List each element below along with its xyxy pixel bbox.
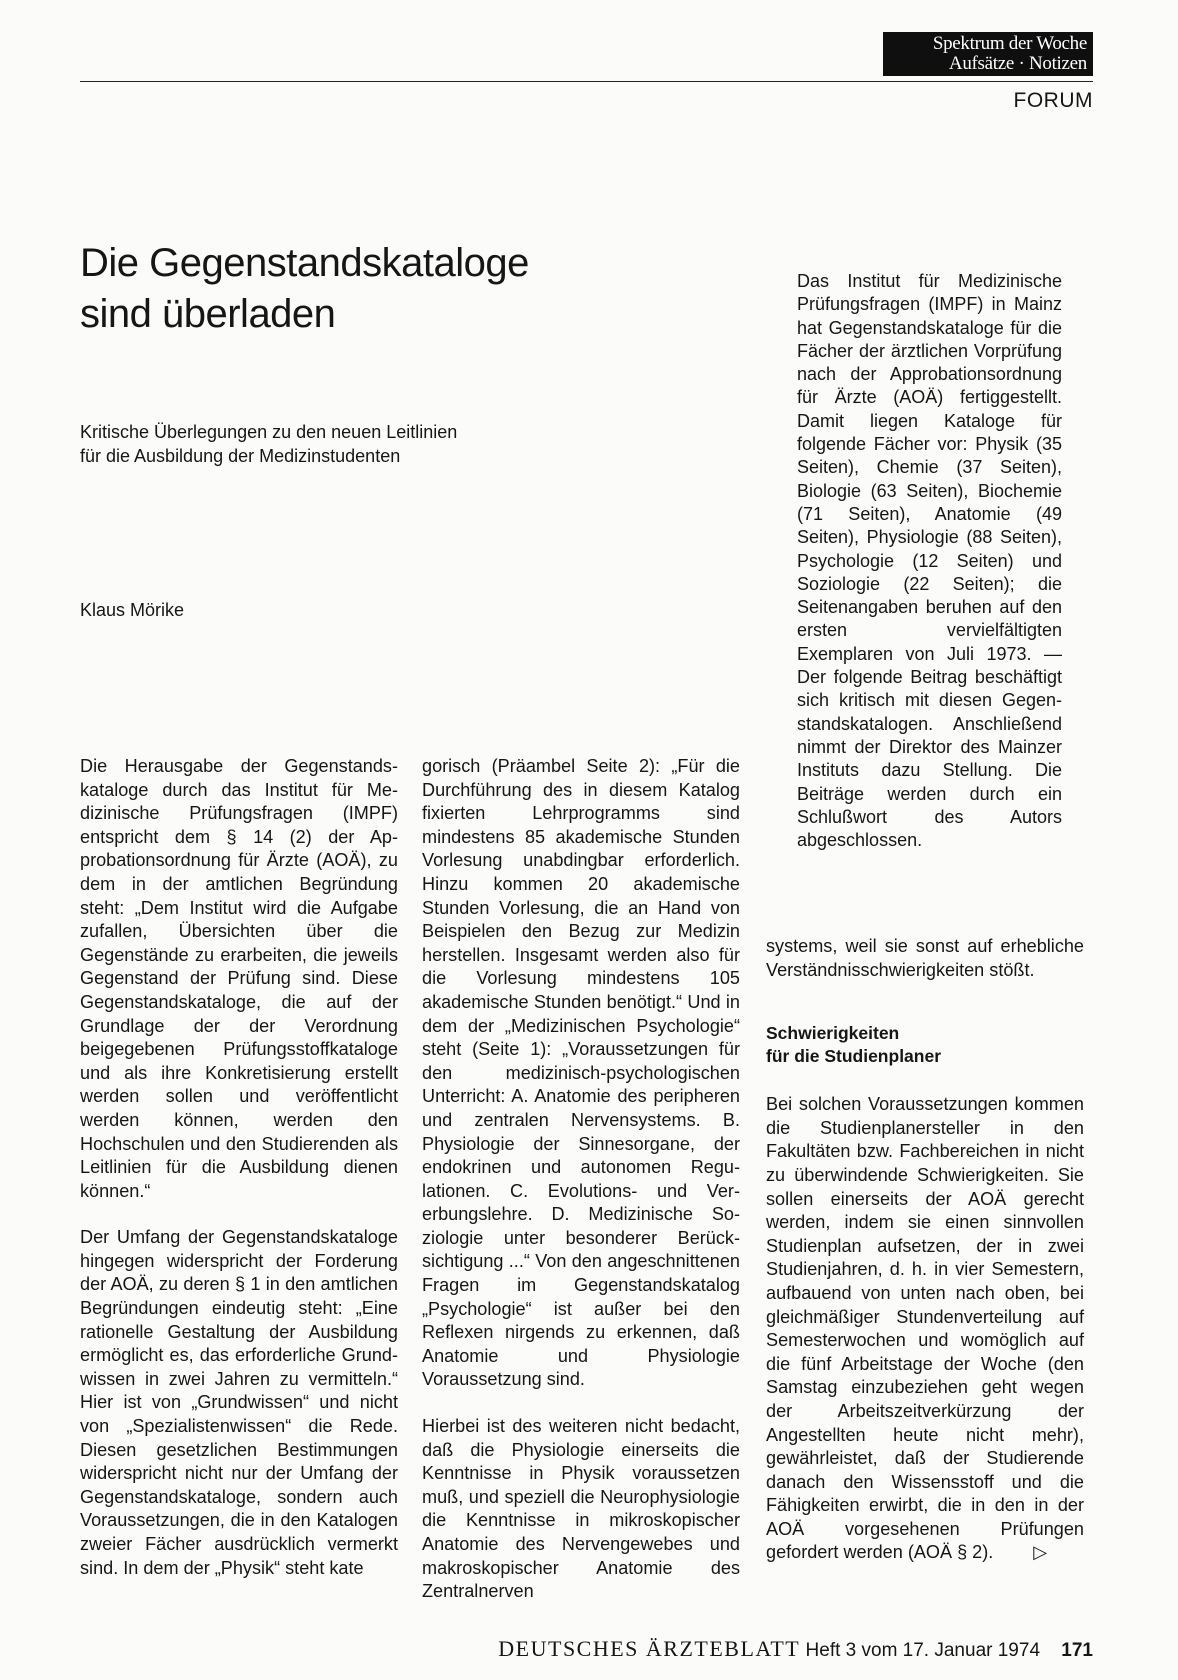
page-footer (463, 1636, 1093, 1662)
continue-arrow-icon: ▷ (1033, 1542, 1048, 1563)
header-rule (80, 81, 1093, 82)
paragraph: Der Umfang der Gegenstandskataloge hingegen widerspricht der Forderung der AOÄ, zu deren § 1 in den amtlichen Begründungen eindeutig steht: „Eine rationelle Gestaltung der Ausbildung ermöglicht es, das erforderliche Grundwissen in zwei Jahren zu vermitteln.“ Hier ist von „Grundwissen“ und nicht von „Spezialistenwissen“ die Rede. Diesen gesetzlichen Bestimmungen widerspricht nicht nur der Umfang der Gegenstandskataloge, sondern auch Voraussetzungen, die in den Katalogen zweier Fächer ausdrücklich vermerkt sind. In dem der „Physik“ steht kate (80, 1227, 398, 1578)
paragraph: Hierbei ist des weiteren nicht bedacht, daß die Physiologie einerseits die Kenntnisse in Physik voraussetzen muß, und speziell die Neurophysiologie die Kenntnisse in mikroskopischer Anatomie des Nervengewebes und makroskopischer Anatomie des Zentralnerven (422, 1416, 740, 1602)
section-badge-line2: Aufsätze · Notizen (948, 53, 1087, 74)
section-subheading (766, 1022, 1084, 1068)
article-title-line2: sind überladen (80, 292, 336, 336)
paragraph-text: Bei solchen Voraussetzungen kommen die Studienplanersteller in den Fakultäten bzw. Fachbereichen in nicht zu überwindende Schwierigkeiten. Sie sollen einerseits der AOÄ gerecht werden, indem sie einen sinnvollen Studienplan aufsetzen, der in zwei Studienjahren, d. h. in vier Semestern, aufbauend von unten nach oben, bei gleichmäßiger Stundenverteilung auf Semesterwochen und womöglich auf die fünf Arbeitstage der Woche (den Samstag einzubeziehen geht wegen der Arbeitszeitverkürzung der Angestellten heute nicht mehr), gewährleistet, daß der Studierende danach den Wissensstoff und die Fähigkeiten erwirbt, die in den in der AOÄ vorgesehenen Prüfungen gefordert werden (AOÄ § 2). (766, 1094, 1084, 1563)
issue-info: Heft 3 vom 17. Januar 1974 (805, 1640, 1041, 1661)
text-column-3 (766, 935, 1084, 1565)
subheading-line1: Schwierigkeiten (766, 1023, 900, 1044)
editorial-intro: Das Institut für Medizinische Prüfungsfragen (IMPF) in Mainz hat Gegenstandskataloge für die Fächer der ärztlichen Vorprüfung nach der Approbationsordnung für Ärzte (AOÄ) fertiggestellt. Damit liegen Kataloge für folgende Fächer vor: Physik (35 Seiten), Chemie (37 Seiten), Biologie (63 Seiten), Biochemie (71 Seiten), Anatomie (49 Seiten), Physiologie (88 Seiten), Psychologie (12 Seiten) und Soziologie (22 Seiten); die Seitenangaben beruhen auf den ersten vervielfältigten Exemplaren von Juli 1973. — Der folgende Beitrag beschäftigt sich kritisch mit diesen Gegenstandskatalogen. Anschließend nimmt der Direktor des Mainzer Instituts dazu Stellung. Die Beiträge werden durch ein Schlußwort des Autors abgeschlossen. (797, 271, 1062, 851)
article-subtitle-line2: für die Ausbildung der Medizinstudenten (80, 446, 401, 466)
paragraph: gorisch (Präambel Seite 2): „Für die Durchführung des in diesem Katalog fixierten Lehrprogramms sind mindestens 85 akademische Stunden Vorlesung unabdingbar erforderlich. Hinzu kommen 20 akademische Stunden Vorlesung, die an Hand von Beispielen den Bezug zur Medizin herstellen. Insgesamt werden also für die Vorlesung mindestens 105 akademische Stunden benötigt.“ Und in dem der „Medizinischen Psychologie“ steht (Seite 1): „Voraussetzungen für den medizinisch-psychologischen Unterricht: A. Anatomie des peripheren und zentralen Nervensystems. B. Physiologie der Sinnesorgane, der endokrinen und autonomen Regulationen. C. Evolutions- und Vererbungslehre. D. Medizinische Soziologie unter besonderer Berücksichtigung ...“ Von den angeschnittenen Fragen im Gegenstandskatalog „Psychologie“ ist außer bei den Reflexen nirgends zu erkennen, daß Anatomie und Physiologie Voraussetzung sind. (422, 756, 740, 1390)
article-subtitle-line1: Kritische Überlegungen zu den neuen Leitlinien (80, 422, 458, 442)
article-title-line1: Die Gegenstandskataloge (80, 241, 529, 285)
section-badge (883, 32, 1093, 76)
article-title (80, 238, 680, 340)
section-badge-line1: Spektrum der Woche (932, 33, 1087, 54)
section-label: FORUM (1013, 89, 1093, 112)
paragraph: Die Herausgabe der Gegenstandskataloge durch das Institut für Medizinische Prüfungsfragen (IMPF) entspricht dem § 14 (2) der Approbationsordnung für Ärzte (AOÄ), zu dem in der amtlichen Begründung steht: „Dem Institut wird die Aufgabe zufallen, Übersichten über die Gegenstände zu erarbeiten, die jeweils Gegenstand der Prüfung sind. Diese Gegenstandskataloge, die auf der Grundlage der der Verordnung beigegebenen Prüfungsstoffkataloge und als ihre Konkretisierung erstellt werden sollen und veröffentlicht werden können, werden den Hochschulen und den Studierenden als Leitlinien für die Ausbildung dienen können.“ (80, 756, 398, 1201)
page-number: 171 (1061, 1640, 1093, 1661)
text-column-1 (80, 755, 398, 1580)
paragraph (766, 1093, 1084, 1565)
article-author: Klaus Mörike (80, 600, 185, 620)
subheading-line2: für die Studienplaner (766, 1046, 942, 1067)
text-column-2 (422, 755, 740, 1604)
journal-name: DEUTSCHES ÄRZTEBLATT (498, 1636, 801, 1661)
article-subtitle (80, 420, 640, 468)
paragraph: systems, weil sie sonst auf erhebliche Verständnisschwierigkeiten stößt. (766, 936, 1084, 980)
